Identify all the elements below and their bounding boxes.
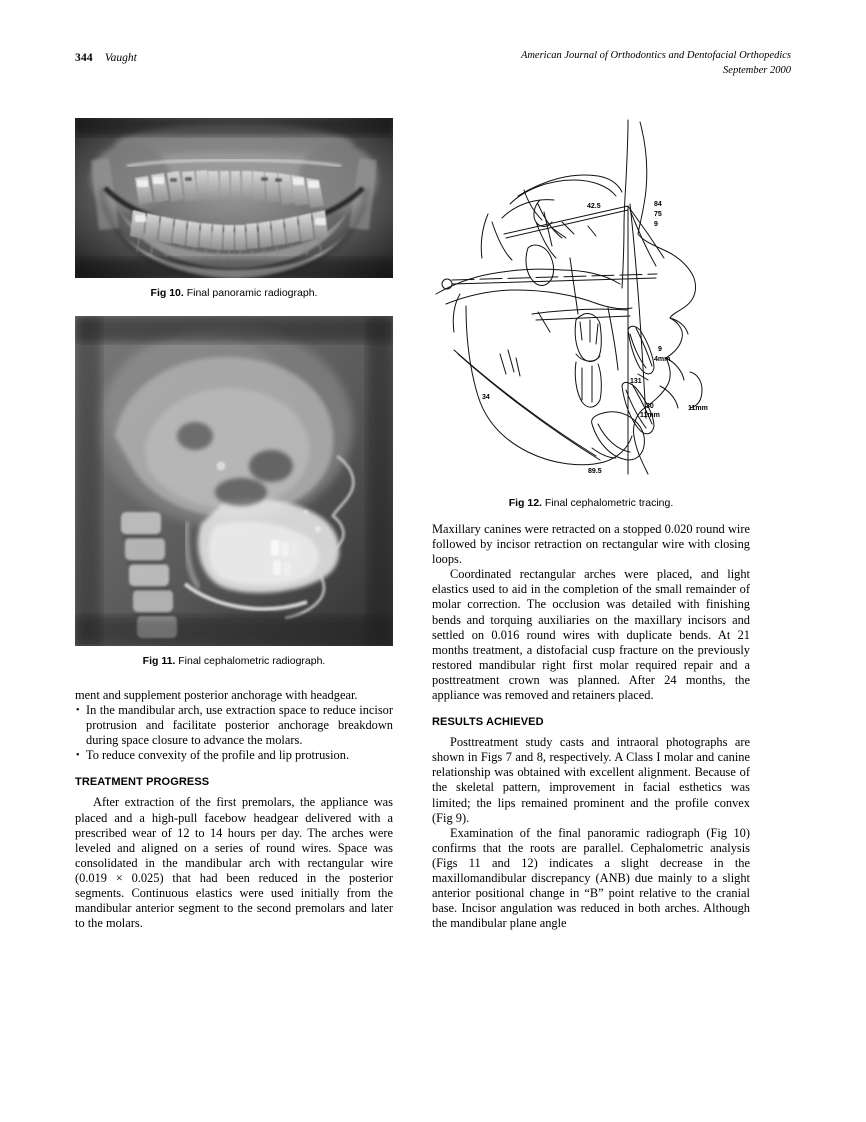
- figure-12: [432, 118, 750, 510]
- tracing-label-interincisal: 131: [630, 378, 642, 385]
- figure-11-caption-text: Final cephalometric radiograph.: [175, 655, 326, 667]
- right-paragraph-4: Examination of the final panoramic radiograph (Fig 10) confirms that the roots are parallel. Cephalometric analysis (Figs 11 and 12) indicates a slight decrease in the maxillomandibular discrepancy (ANB) due mainly to a slight anterior positional change in “B” point relative to the cranial base. Incisor angulation was reduced in both arches. Although the mandibular plane angle: [432, 825, 750, 931]
- right-paragraph-1: Maxillary canines were retracted on a stopped 0.020 round wire followed by incisor retraction on rectangular wire with closing loops.: [432, 522, 750, 567]
- left-continued-paragraph: ment and supplement posterior anchorage with headgear.: [75, 688, 358, 702]
- figure-10-label: Fig 10.: [150, 287, 184, 299]
- list-item: • In the mandibular arch, use extraction space to reduce incisor protrusion and facilitate posterior anchorage breakdown during space closure to advance the molars.: [75, 703, 393, 748]
- figure-11-caption: [75, 655, 393, 668]
- treatment-objectives-list: [75, 703, 393, 763]
- tracing-label-overjet-mm: 4mm: [654, 356, 671, 363]
- tracing-label-right-3: 9: [654, 221, 658, 228]
- figure-10-caption: [75, 287, 393, 300]
- running-head: [75, 48, 791, 88]
- running-head-right: [521, 48, 791, 78]
- treatment-progress-heading: TREATMENT PROGRESS: [75, 776, 210, 789]
- figure-11-label: Fig 11.: [142, 655, 176, 667]
- running-head-author: Vaught: [104, 52, 137, 64]
- issue-date: September 2000: [723, 65, 791, 76]
- figure-10-caption-text: Final panoramic radiograph.: [183, 287, 318, 299]
- tracing-label-right-1: 84: [654, 201, 662, 208]
- tracing-label-mandibular-plane: 34: [482, 394, 490, 401]
- figure-12-caption-text: Final cephalometric tracing.: [541, 497, 674, 509]
- cephalometric-tracing-image: [432, 118, 750, 488]
- list-item: • To reduce convexity of the profile and lip protrusion.: [75, 748, 393, 763]
- tracing-label-overjet-angle: 9: [658, 346, 662, 353]
- lateral-ceph-radiograph-image: [75, 316, 393, 646]
- tracing-label-upper-angle: 42.5: [587, 203, 601, 210]
- tracing-label-lower-incisor-angle: 30: [646, 403, 654, 410]
- results-achieved-heading: RESULTS ACHIEVED: [432, 716, 544, 729]
- right-paragraph-2: Coordinated rectangular arches were placed, and light elastics used to aid in the completion of the small remainder of molar correction. The occlusion was detailed with finishing bends and torquing auxiliaries on the maxillary incisors and settled on 0.016 round wires with duplicate bends. At 21 months treatment, a distofacial cusp fracture on the previously restored mandibular right first molar required repair and a posttreatment crown was planned. After 24 months, the appliance was removed and retainers placed.: [432, 567, 750, 703]
- journal-title: American Journal of Orthodontics and Dentofacial Orthopedics: [520, 50, 791, 61]
- figure-11: [75, 316, 393, 668]
- left-column: [75, 118, 393, 931]
- right-column: [432, 118, 750, 931]
- panoramic-radiograph-image: [75, 118, 393, 278]
- tracing-label-lower-incisor-mm: 11mm: [640, 412, 660, 419]
- page-number: 344: [75, 52, 93, 64]
- treatment-progress-paragraph: After extraction of the first premolars, the appliance was placed and a high-pull facebow headgear delivered with a prescribed wear of 12 to 14 hours per day. The arches were leveled and aligned on a series of round wires. Space was consolidated in the mandibular arch with rectangular wire (0.019 × 0.025) that had been reduced in the posterior segments. Continuous elastics were used initially from the mandibular anterior segment to the second premolars and later to the molars.: [75, 795, 393, 931]
- figure-10: [75, 118, 393, 300]
- figure-12-caption: [432, 497, 750, 510]
- tracing-label-right-2: 75: [654, 211, 662, 218]
- right-paragraph-3: Posttreatment study casts and intraoral photographs are shown in Figs 7 and 8, respectively. A Class I molar and canine relationship was obtained with excellent alignment. Because of the skeletal pattern, improvement in facial esthetics was limited; the lips remained prominent and the profile convex (Fig 9).: [432, 735, 750, 825]
- figure-12-label: Fig 12.: [508, 497, 542, 509]
- tracing-label-gonial: 89.5: [588, 468, 602, 475]
- tracing-label-lower-face-mm: 11mm: [688, 405, 708, 412]
- running-head-left: [75, 48, 137, 66]
